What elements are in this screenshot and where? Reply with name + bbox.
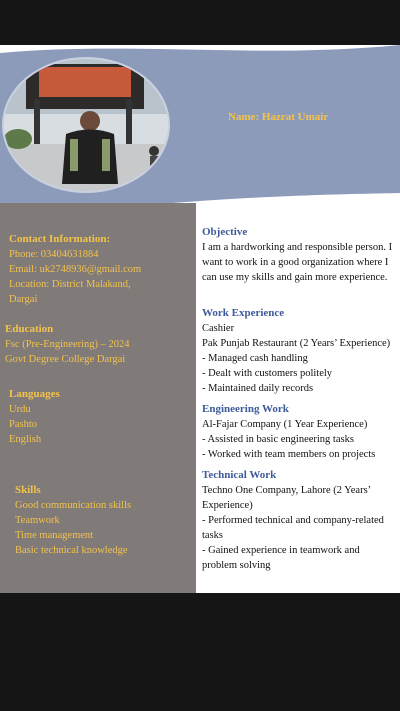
technical-line: tasks <box>202 530 223 541</box>
education-degree: Fsc (Pre-Engineering) – 2024 <box>5 339 130 350</box>
objective-line: can use my skills and gain more experience. <box>202 272 388 283</box>
skill-item: Good communication skills <box>15 500 132 511</box>
technical-line: Experience) <box>202 500 253 511</box>
technical-heading: Technical Work <box>202 469 277 481</box>
objective-line: I am a hardworking and responsible person. I <box>202 242 393 253</box>
languages-heading: Languages <box>9 388 60 400</box>
objective-section <box>202 225 392 285</box>
technical-section <box>202 468 384 573</box>
work-line: Cashier <box>202 323 235 334</box>
skill-item: Teamwork <box>15 515 60 526</box>
candidate-name: Name: Hazrat Umair <box>228 111 329 123</box>
technical-line: problem solving <box>202 560 271 571</box>
technical-line: Techno One Company, Lahore (2 Years’ <box>202 485 372 496</box>
work-line: Pak Punjab Restaurant (2 Years’ Experience) <box>202 338 391 349</box>
engineering-line: - Worked with team members on projects <box>202 449 376 460</box>
objective-line: want to work in a good organization where I <box>202 257 389 268</box>
contact-phone: Phone: 03404631884 <box>9 249 99 260</box>
language-item: Pashto <box>9 419 38 430</box>
engineering-line: - Assisted in basic engineering tasks <box>202 434 354 445</box>
engineering-heading: Engineering Work <box>202 403 289 415</box>
objective-heading: Objective <box>202 226 248 238</box>
work-line: - Managed cash handling <box>202 353 308 364</box>
engineering-section <box>202 402 375 462</box>
resume-page <box>0 45 400 593</box>
profile-photo <box>2 57 170 193</box>
contact-location: Location: District Malakand, <box>9 279 131 290</box>
work-section <box>202 306 390 396</box>
skills-heading: Skills <box>15 484 41 496</box>
technical-line: - Gained experience in teamwork and <box>202 545 360 556</box>
profile-photo-scene <box>4 59 168 191</box>
skills-section <box>15 483 131 558</box>
contact-location-city: Dargai <box>9 294 38 305</box>
skill-item: Basic technical knowledge <box>15 545 128 556</box>
contact-email: Email: uk2748936@gmail.com <box>9 264 142 275</box>
education-section <box>5 322 130 367</box>
technical-line: - Performed technical and company-related <box>202 515 384 526</box>
contact-heading: Contact Information: <box>9 233 111 245</box>
contact-section <box>9 232 141 307</box>
language-item: Urdu <box>9 404 31 415</box>
work-heading: Work Experience <box>202 307 285 319</box>
work-line: - Dealt with customers politely <box>202 368 333 379</box>
languages-section <box>9 387 60 447</box>
work-line: - Maintained daily records <box>202 383 314 394</box>
skill-item: Time management <box>15 530 94 541</box>
engineering-line: Al-Fajar Company (1 Year Experience) <box>202 419 368 430</box>
education-heading: Education <box>5 323 54 335</box>
language-item: English <box>9 434 42 445</box>
education-college: Govt Degree College Dargai <box>5 354 126 365</box>
